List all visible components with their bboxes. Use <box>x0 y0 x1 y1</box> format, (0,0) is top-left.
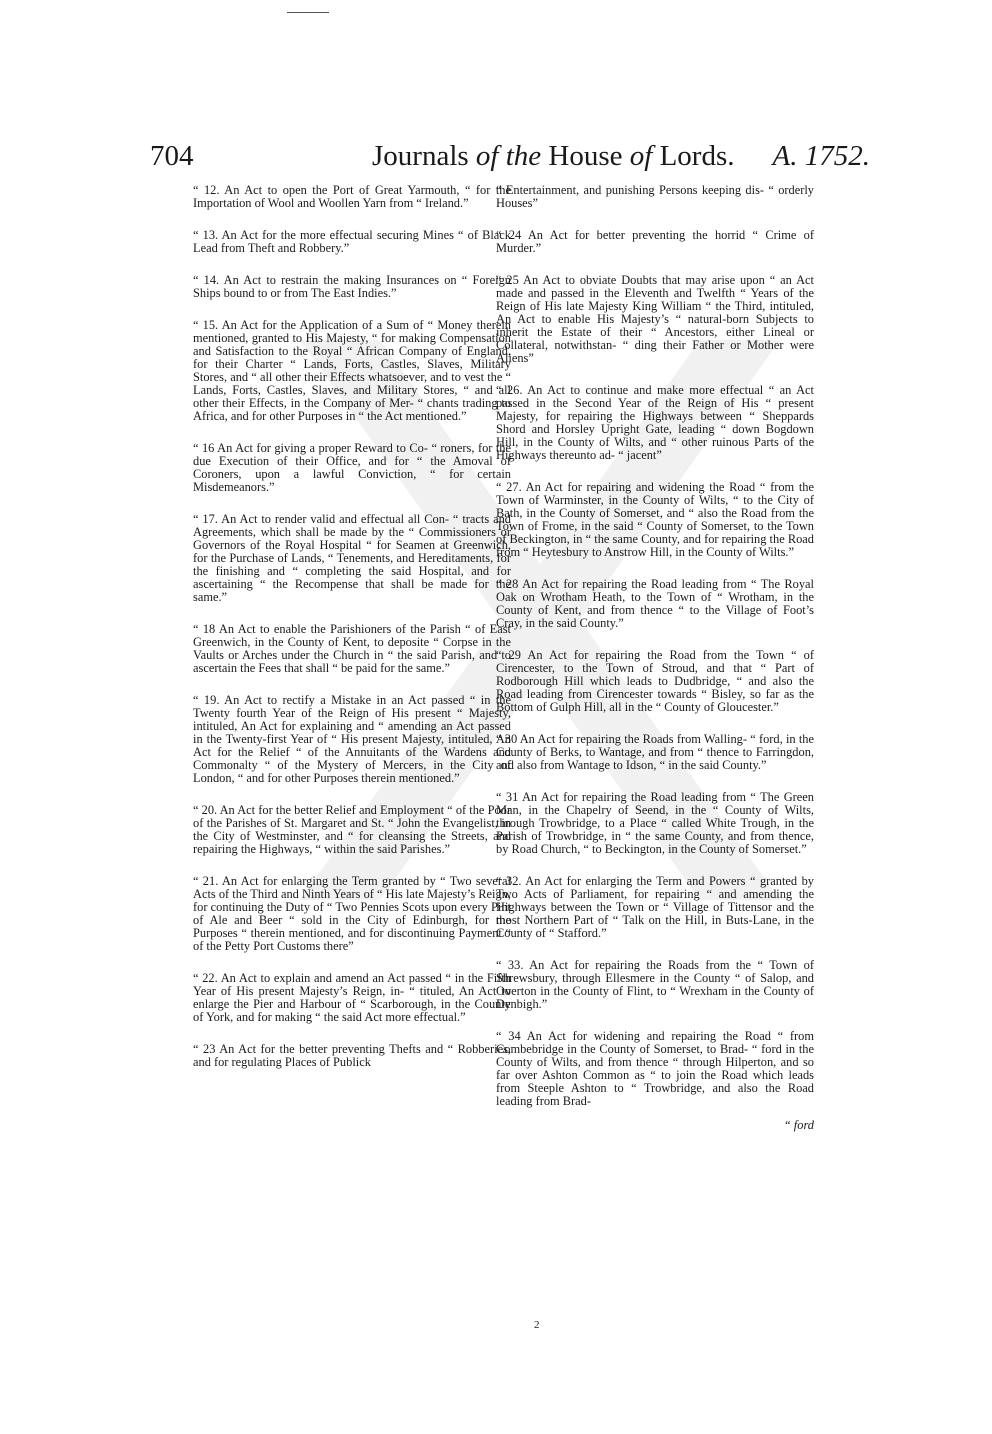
act-entry: “ 18 An Act to enable the Parishioners of the Parish “ of East Greenwich, in the County of Kent, to deposite “ Corpse in the Vaults or Arches under the Church in “ the said Parish, and to ascertain the Fees that shall “ be paid for the same.” <box>193 622 511 675</box>
act-entry: “ 25 An Act to obviate Doubts that may arise upon “ an Act made and passed in the Eleventh and Twelfth “ Years of the Reign of His late Majesty King William “ the Third, intituled, An Act to enable His Majesty’s “ natural-born Subjects to inherit the Estate of their “ Ancestors, either Lineal or Collateral, notwithstan- “ ding their Father or Mother were Aliens” <box>496 273 814 365</box>
act-entry: “ 28 An Act for repairing the Road leading from “ The Royal Oak on Wrotham Heath, to the Town of “ Wrotham, in the County of Kent, and from thence “ to the Village of Foot’s Cray, in the said County.” <box>496 577 814 630</box>
act-entry: “ 24 An Act for better preventing the horrid “ Crime of Murder.” <box>496 228 814 255</box>
act-entry: “ 23 An Act for the better preventing Thefts and “ Robberies, and for regulating Places of Publick <box>193 1042 511 1069</box>
act-entry: “ 29 An Act for repairing the Road from the Town “ of Cirencester, to the Town of Stroud, and that “ Part of Rodborough Hill which leads to Dudbridge, “ and also the Road leading from Cirencester towards “ Bisley, so far as the Bottom of Gulph Hill, all in the “ County of Gloucester.” <box>496 648 814 714</box>
act-entry: “ 20. An Act for the better Relief and Employment “ of the Poor of the Parishes of St. Margaret and St. “ John the Evangelist, in the City of Westminster, and “ for cleansing the Streets, and repairing the Highways, “ within the said Parishes.” <box>193 803 511 856</box>
act-entry: “ 16 An Act for giving a proper Reward to Co- “ roners, for the due Execution of their Office, and for “ the Amoval of Coroners, upon a lawful Conviction, “ for certain Misdemeanors.” <box>193 441 511 494</box>
catchword: “ ford <box>783 1118 814 1132</box>
right-column <box>496 184 814 1133</box>
year-label: A. 1752. <box>772 140 870 172</box>
act-entry: “ 12. An Act to open the Port of Great Yarmouth, “ for the Importation of Wool and Woollen Yarn from “ Ireland.” <box>193 183 511 210</box>
act-entry: “ 13. An Act for the more effectual securing Mines “ of Black Lead from Theft and Robbery.” <box>193 228 511 255</box>
act-entry: “ 31 An Act for repairing the Road leading from “ The Green Man, in the Chapelry of Seend, in the “ County of Wilts, through Trowbridge, to a Place “ called White Trough, in the Parish of Trowbridge, in “ the same County, and from thence, by Road Church, “ to Beckington, in the County of Somerset.” <box>496 790 814 856</box>
act-entry: “ 21. An Act for enlarging the Term granted by “ Two several Acts of the Third and Ninth Years of “ His late Majesty’s Reign, for continuing the Duty of “ Two Pennies Scots upon every Pint of Ale and Beer “ sold in the City of Edinburgh, for the Purposes “ therein mentioned, and for discontinuing Payment “ of the Petty Port Customs there” <box>193 874 511 953</box>
left-column <box>193 184 511 1088</box>
act-entry: “ 33. An Act for repairing the Roads from the “ Town of Shrewsbury, through Ellesmere in the County “ of Salop, and Overton in the County of Flint, to “ Wrexham in the County of Denbigh.” <box>496 958 814 1011</box>
act-entry: “ 26. An Act to continue and make more effectual “ an Act passed in the Second Year of the Reign of His “ present Majesty, for repairing the Highways between “ Sheppards Shord and Horsley Upright Gate, leading “ down Bogdown Hill, in the County of Wilts, and “ other ruinous Parts of the Highways thereunto ad- “ jacent” <box>496 383 814 462</box>
act-entry: “ 34 An Act for widening and repairing the Road “ from Combebridge in the County of Somerset, to Brad- “ ford in the County of Wilts, and from thence “ through Hilperton, and so far over Ashton Common as “ to join the Road which leads from Steeple Ashton to “ Trowbridge, and also the Road leading from Brad- <box>496 1029 814 1108</box>
signature-mark: 2 <box>534 1319 540 1331</box>
act-entry: “ 15. An Act for the Application of a Sum of “ Money therein mentioned, granted to His Majesty, “ for making Compensation and Satisfaction to the Royal “ African Company of England, for their Charter “ Lands, Forts, Castles, Slaves, Military Stores, and “ all other their Effects whatsoever, and to vest the “ Lands, Forts, Castles, Slaves, and Military Stores, “ and all other their Effects, in the Company of Mer- “ chants trading to Africa, and for other Purposes in “ the Act mentioned.” <box>193 318 511 423</box>
act-entry: “ 32. An Act for enlarging the Term and Powers “ granted by Two Acts of Parliament, for repairing “ and amending the Highways between the Town or “ Village of Tittensor and the most Northern Part of “ Talk on the Hill, in Buts-Lane, in the County of “ Stafford.” <box>496 874 814 940</box>
act-entry: “ 27. An Act for repairing and widening the Road “ from the Town of Warminster, in the County of Wilts, “ to the City of Bath, in the County of Somerset, and “ also the Road from the Town of Frome, in the said “ County of Somerset, to the Town of Beckington, in “ the same County, and for repairing the Road from “ Heytesbury to Anstrow Hill, in the County of Wilts.” <box>496 480 814 559</box>
journal-title: Journals of the House of Lords. <box>372 140 735 172</box>
top-rule <box>287 12 329 13</box>
page-number: 704 <box>150 140 194 172</box>
act-entry: “ 22. An Act to explain and amend an Act passed “ in the Fifth Year of His present Majesty’s Reign, in- “ tituled, An Act to enlarge the Pier and Harbour of “ Scarborough, in the County of York, and for making “ the said Act more effectual.” <box>193 971 511 1024</box>
act-entry: “ 17. An Act to render valid and effectual all Con- “ tracts and Agreements, which shall be made by the “ Commissioners or Governors of the Royal Hospital “ for Seamen at Greenwich, for the Purchase of Lands, “ Tenements, and Hereditaments, for the finishing and “ completing the said Hospital, and for ascertaining “ the Recompense that shall be made for the same.” <box>193 512 511 604</box>
act-entry: “ 19. An Act to rectify a Mistake in an Act passed “ in the Twenty fourth Year of the Reign of His present “ Majesty, intituled, An Act for explaining and “ amending an Act passed in the Twenty-first Year of “ His present Majesty, intituled, An Act for the Relief “ of the Annuitants of the Wardens and Commonalty “ of the Mystery of Mercers, in the City of London, “ and for other Purposes therein mentioned.” <box>193 693 511 785</box>
act-entry: “ 14. An Act to restrain the making Insurances on “ Foreign Ships bound to or from The East Indies.” <box>193 273 511 300</box>
page-header <box>150 140 870 180</box>
act-entry: “ 30 An Act for repairing the Roads from Walling- “ ford, in the County of Berks, to Wantage, and from “ thence to Farringdon, and also from Wantage to Idson, “ in the said County.” <box>496 732 814 772</box>
act-entry: “ Entertainment, and punishing Persons keeping dis- “ orderly Houses” <box>496 183 814 210</box>
